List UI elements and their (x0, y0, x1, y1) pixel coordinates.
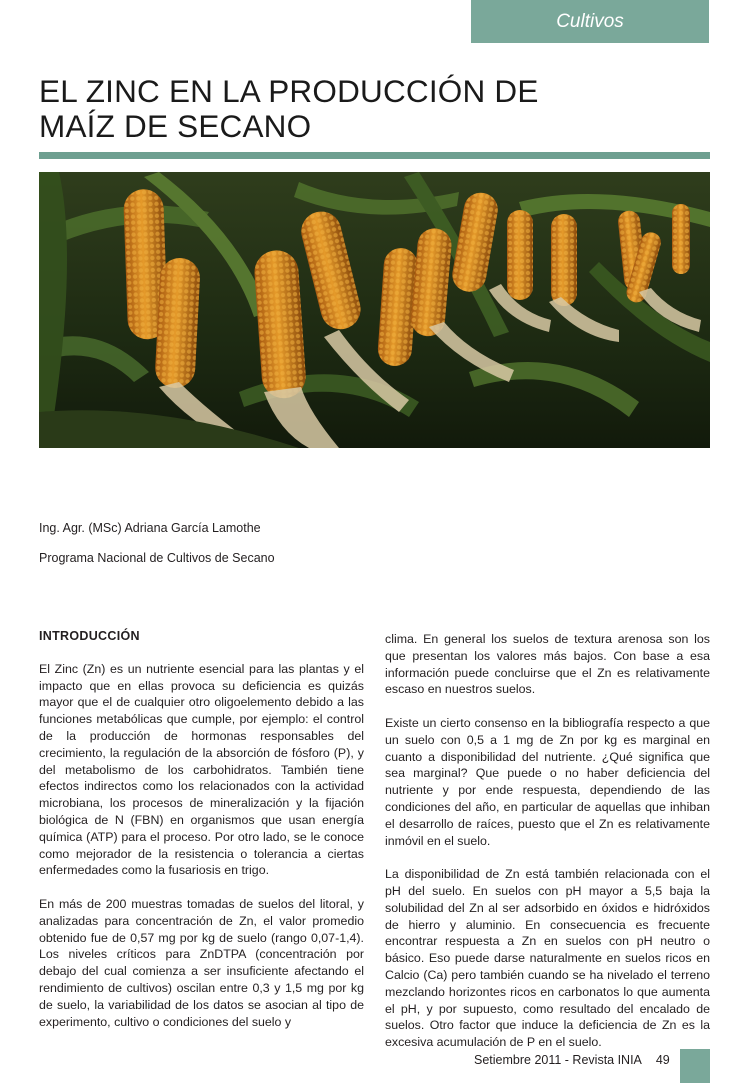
section-tab (471, 0, 709, 43)
article-column-left (39, 628, 364, 1047)
paragraph: La disponibilidad de Zn está también relacionada con el pH del suelo. En suelos con pH mayor a 5,5 baja la solubilidad del Zn al ser adsorbido en óxidos e hidróxidos de hierro y aluminio. En consecuencia es frecuente encontrar respuesta a Zn en suelos con pH neutro o básico. Eso puede darse naturalmente en suelos ricos en Calcio (Ca) pero también cuando se ha nivelado el terreno mezclando horizontes ricos en carbonatos lo que aumenta el pH, y por supuesto, como resultado del encalado de suelos. Otro factor que induce la deficiencia de Zn es la excesiva acumulación de P en el suelo. (385, 867, 710, 1050)
footer-issue (474, 1053, 670, 1067)
title-line-2: MAÍZ DE SECANO (39, 108, 312, 144)
article-column-right (385, 631, 710, 1068)
section-heading: INTRODUCCIÓN (39, 629, 140, 643)
program-line: Programa Nacional de Cultivos de Secano (39, 551, 275, 565)
title-line-1: EL ZINC EN LA PRODUCCIÓN DE (39, 73, 539, 109)
page-number: 49 (655, 1053, 670, 1067)
footer-accent-block (680, 1049, 710, 1083)
corn-photo (39, 172, 710, 448)
issue-label: Setiembre 2011 - Revista INIA (474, 1053, 642, 1067)
paragraph: clima. En general los suelos de textura arenosa son los que presentan los valores más bajos. Con base a esa información puede concluirse que el Zn es relativamente escaso en nuestros suelos. (385, 632, 710, 697)
corn-illustration (39, 172, 710, 448)
paragraph: En más de 200 muestras tomadas de suelos del litoral, y analizadas para concentración de Zn, el valor promedio obtenido fue de 0,57 mg por kg de suelo (rango 0,07-1,4). Los niveles críticos para ZnDTPA (concentración por debajo del cual comienza a ser insuficiente afectando el rendimiento de cultivos) oscilan entre 0,3 y 1,5 mg por kg de suelo, la variabilidad de los datos se asocian al tipo de experimento, cultivo o condiciones del suelo y (39, 896, 364, 1029)
section-label: Cultivos (556, 10, 624, 32)
article-title (39, 74, 699, 144)
author-line: Ing. Agr. (MSc) Adriana García Lamothe (39, 521, 261, 535)
paragraph: El Zinc (Zn) es un nutriente esencial para las plantas y el impacto que en ellas provoca su deficiencia es quizás mayor que el de cualquier otro oligoelemento debido a las funciones metabólicas que cumple, por ejemplo: el control de la producción de hormonas responsables del crecimiento, la regulación de la absorción de fósforo (P), y del metabolismo de los carbohidratos. También tiene efectos indirectos como los relacionados con la actividad microbiana, los procesos de mineralización y la fijación biológica de N (FBN) en organismos que usan energía química (ATP) para el proceso. Por otro lado, se le conoce como mejorador de la resistencia o tolerancia a ciertas enfermedades como la fusariosis en trigo. (39, 661, 364, 878)
paragraph: Existe un cierto consenso en la bibliografía respecto a que un suelo con 0,5 a 1 mg de Zn por kg es marginal en cuanto a disponibilidad del nutriente. ¿Qué significa que sea marginal? Que puede o no haber deficiencia del nutriente y por ende respuesta, dependiendo de las condiciones del año, en particular de aquellas que inhiban el desarrollo de raíces, puesto que el Zn es relativamente inmóvil en el suelo. (385, 715, 710, 848)
title-divider (39, 152, 710, 159)
